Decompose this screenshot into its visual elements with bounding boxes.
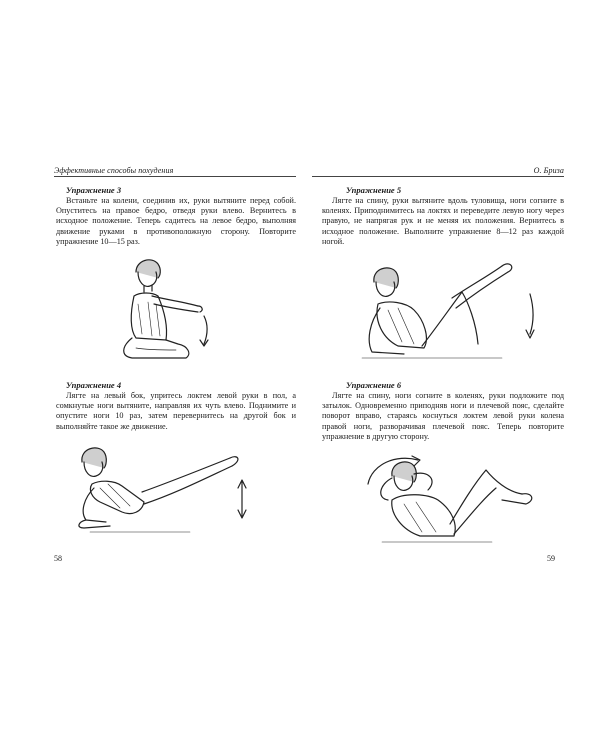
exercise-3-text: Встаньте на колени, соединив их, руки вытяните перед собой. Опуститесь на правое бедро, отведя руки влево. Вернитесь в исходное положение. Теперь садитесь на левое бедро, выполняя движение руками в противоположную сторону. Повторите упражнение 10—15 раз. — [56, 196, 296, 246]
running-head-left: Эффективные способы похудения — [54, 166, 174, 175]
header-rule-right — [312, 176, 564, 177]
exercise-3-illustration — [108, 254, 218, 366]
exercise-6-illustration — [362, 444, 552, 548]
exercise-4-illustration — [70, 440, 250, 540]
exercise-6-text: Лягте на спину, ноги согните в коленях, руки подложите под затылок. Одновременно приподняв ноги и плечевой пояс, сделайте поворот вправо, стараясь коснуться локтем левой руки колена правой ноги, разворачивая плечевой пояс. Теперь повторите упражнение в другую сторону. — [322, 391, 564, 441]
exercise-3-title: Упражнение 3 — [66, 185, 122, 195]
exercise-5-title: Упражнение 5 — [346, 185, 402, 195]
exercise-5-text: Лягте на спину, руки вытяните вдоль туловища, ноги согните в коленях. Приподнимитесь на локтях и переведите левую ногу через правую, не напрягая рук и не меняя их положения. Вернитесь в исходное положение. Выполните упражнение 8—12 раз каждой ногой. — [322, 196, 564, 246]
exercise-4-title: Упражнение 4 — [66, 380, 122, 390]
exercise-4-text: Лягте на левый бок, упритесь локтем левой руки в пол, а сомкнутые ноги вытяните, направляя их чуть влево. Поднимите и опустите ноги 10 раз, затем перевернитесь на другой бок и выполняйте такое же движение. — [56, 391, 296, 431]
running-head-right: О. Бриза — [533, 166, 564, 175]
page-number-left: 58 — [54, 554, 62, 563]
exercise-6-title: Упражнение 6 — [346, 380, 402, 390]
exercise-5-illustration — [352, 258, 552, 364]
page-number-right: 59 — [547, 554, 555, 563]
header-rule-left — [54, 176, 296, 177]
